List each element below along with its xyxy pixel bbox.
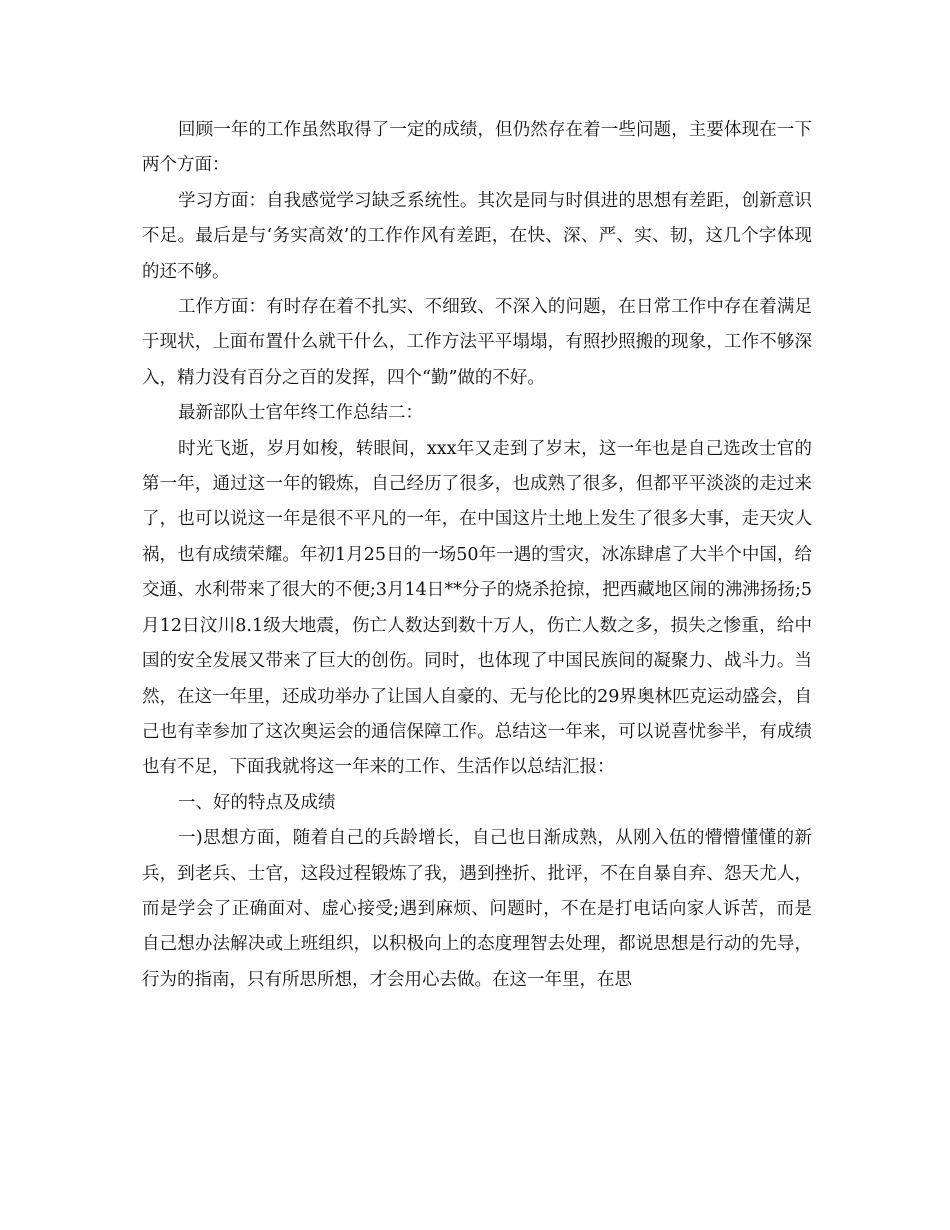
paragraph-year-review: 时光飞逝，岁月如梭，转眼间，xxx年又走到了岁末，这一年也是自己选改士官的第一年，通过这一年的锻炼，自己经历了很多，也成熟了很多，但都平平淡淡的走过来了，也可以说这一年是很不平凡的一年，在中国这片土地上发生了很多大事，走天灾人祸，也有成绩荣耀。年初1月25日的一场50年一遇的雪灾，冰冻肆虐了大半个中国，给交通、水利带来了很大的不便;3月14日**分子的烧杀抢掠，把西藏地区闹的沸沸扬扬;5月12日汶川8.1级大地震，伤亡人数达到数十万人，伤亡人数之多，损失之惨重，给中国的安全发展又带来了巨大的创伤。同时，也体现了中国民族间的凝聚力、战斗力。当然，在这一年里，还成功举办了让国人自豪的、无与伦比的29界奥林匹克运动盛会，自己也有幸参加了这次奥运会的通信保障工作。总结这一年来，可以说喜忧参半，有成绩也有不足，下面我就将这一年来的工作、生活作以总结汇报： (142, 438, 812, 778)
paragraph-study-aspect: 学习方面：自我感觉学习缺乏系统性。其次是同与时俱进的思想有差距，创新意识不足。最后是与‘务实高效’的工作作风有差距，在快、深、严、实、韧，这几个字体现的还不够。 (142, 190, 812, 282)
paragraph-review-intro: 回顾一年的工作虽然取得了一定的成绩，但仍然存在着一些问题，主要体现在一下两个方面： (142, 120, 812, 176)
paragraph-work-aspect: 工作方面：有时存在着不扎实、不细致、不深入的问题，在日常工作中存在着满足于现状，上面布置什么就干什么，工作方法平平塌塌，有照抄照搬的现象，工作不够深入，精力没有百分之百的发挥，四个“勤”做的不好。 (142, 297, 812, 388)
paragraph-thought-aspect: 一)思想方面，随着自己的兵龄增长，自己也日渐成熟，从刚入伍的懵懵懂懂的新兵，到老兵、士官，这段过程锻炼了我，遇到挫折、批评，不在自暴自弃、怨天尤人，而是学会了正确面对、虚心接受;遇到麻烦、问题时，不在是打电话向家人诉苦，而是自己想办法解决或上班组织，以积极向上的态度理智去处理，都说思想是行动的先导，行为的指南，只有所思所想，才会用心去做。在这一年里，在思 (142, 828, 812, 990)
section-heading-strengths: 一、好的特点及成绩 (178, 792, 336, 813)
section-heading-summary-two: 最新部队士官年终工作总结二： (178, 403, 423, 424)
document-body (142, 113, 812, 998)
